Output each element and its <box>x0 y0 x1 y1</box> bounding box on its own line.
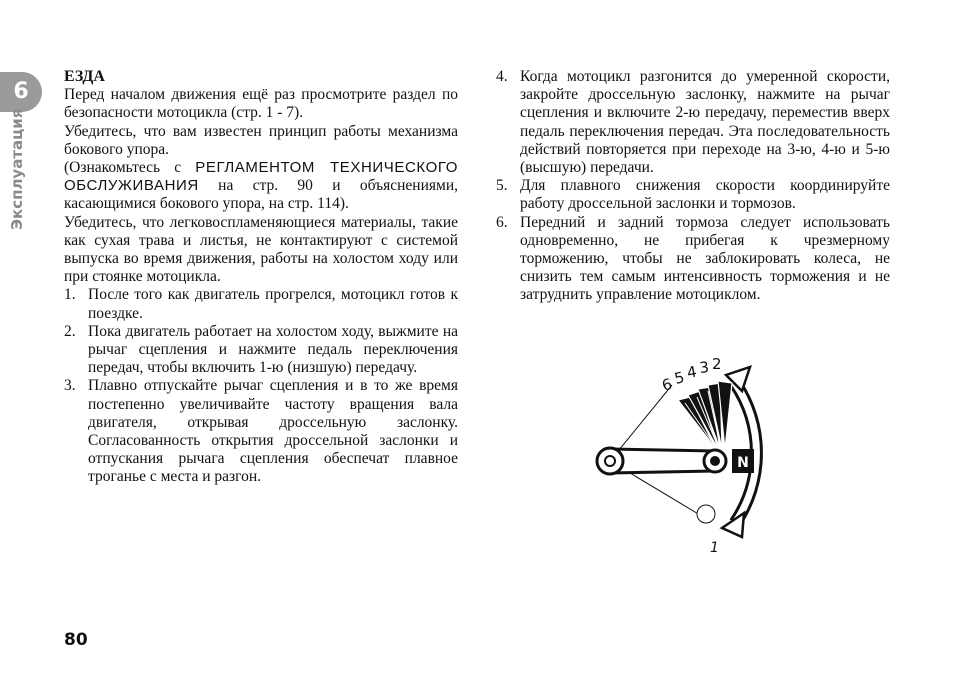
section-heading: ЕЗДА <box>64 68 105 85</box>
neutral-label: N <box>737 455 749 471</box>
intro-paragraph-4: Убедитесь, что легковоспламеняющиеся материалы, такие как сухая трава и листья, не контактируют с системой выпуска во время движения, работы на холостом ходу или при стоянке мотоцикла. <box>64 213 458 286</box>
right-column <box>496 68 890 305</box>
list-item <box>64 323 458 378</box>
step-number: 5. <box>496 177 508 195</box>
list-item <box>496 214 890 305</box>
step-text: Пока двигатель работает на холостом ходу, выжмите на рычаг сцепления и нажмите педаль переключения передач, чтобы включить 1-ю (низшую) передачу. <box>88 322 458 377</box>
step-text: Когда мотоцикл разгонится до умеренной скорости, закройте дроссельную заслонку, нажмите на рычаг сцепления и включите 2-ю передачу, переместив вверх педаль переключения передач. Эта последовательность действий повторяется при переходе на 3-ю, 4-ю и 5-ю (высшую) передачи. <box>520 68 890 177</box>
paragraph-3-open: (Ознакомьтесь с <box>64 159 196 177</box>
left-column <box>64 68 458 487</box>
chapter-number: 6 <box>13 79 29 104</box>
chapter-title: Эксплуатация <box>8 108 26 230</box>
step-text: Для плавного снижения скорости координируйте работу дроссельной заслонки и тормозов. <box>520 177 890 213</box>
list-item <box>496 68 890 177</box>
gear-3-label: 3 <box>698 358 710 377</box>
gear-shift-diagram <box>590 345 790 560</box>
chapter-tab <box>0 72 42 112</box>
step-number: 4. <box>496 68 508 85</box>
list-item <box>64 377 458 486</box>
shift-pedal-lever <box>610 449 715 473</box>
gear-4-label: 4 <box>685 362 699 382</box>
steps-list-left <box>64 286 458 486</box>
step-number: 2. <box>64 322 76 340</box>
gear-6-label: 6 <box>659 374 675 395</box>
gear-5-label: 5 <box>672 368 687 388</box>
step-number: 6. <box>496 213 508 231</box>
step-text: Плавно отпускайте рычаг сцепления и в то же время постепенно увеличивайте частоту вращения вала двигателя, открывая дроссельную заслонку. Согласованность открытия дроссельной заслонки и отпускания рычага сцепления обеспечат плавное троганье с места и разгон. <box>88 377 458 486</box>
gear-1-label: 1 <box>710 540 719 556</box>
intro-paragraph-1: Перед началом движения ещё раз просмотрите раздел по безопасности мотоцикла (стр. 1 - 7). <box>64 86 458 122</box>
step-number: 3. <box>64 377 76 395</box>
step-text: Передний и задний тормоза следует использовать одновременно, не прибегая к чрезмерному торможению, чтобы не заблокировать колеса, не снизить тем самым интенсивность торможения и не затруднить управление мотоциклом. <box>520 213 890 304</box>
list-item <box>64 286 458 322</box>
paragraph-3-rest: на стр. 90 и объяснениями, касающимися бокового упора, на стр. 114). <box>64 177 458 213</box>
steps-list-right <box>496 68 890 305</box>
step-text: После того как двигатель прогрелся, мотоцикл готов к поездке. <box>88 286 458 322</box>
page-number: 80 <box>64 630 88 650</box>
intro-paragraph-3 <box>64 159 458 214</box>
maintenance-schedule-ref: РЕГЛАМЕНТОМ ТЕХНИЧЕСКОГО ОБСЛУЖИВАНИЯ <box>64 159 458 195</box>
step-number: 1. <box>64 286 76 304</box>
first-gear-position <box>697 505 715 523</box>
gear-2-label: 2 <box>712 355 722 373</box>
list-item <box>496 177 890 213</box>
intro-paragraph-2: Убедитесь, что вам известен принцип работы механизма бокового упора. <box>64 122 458 158</box>
